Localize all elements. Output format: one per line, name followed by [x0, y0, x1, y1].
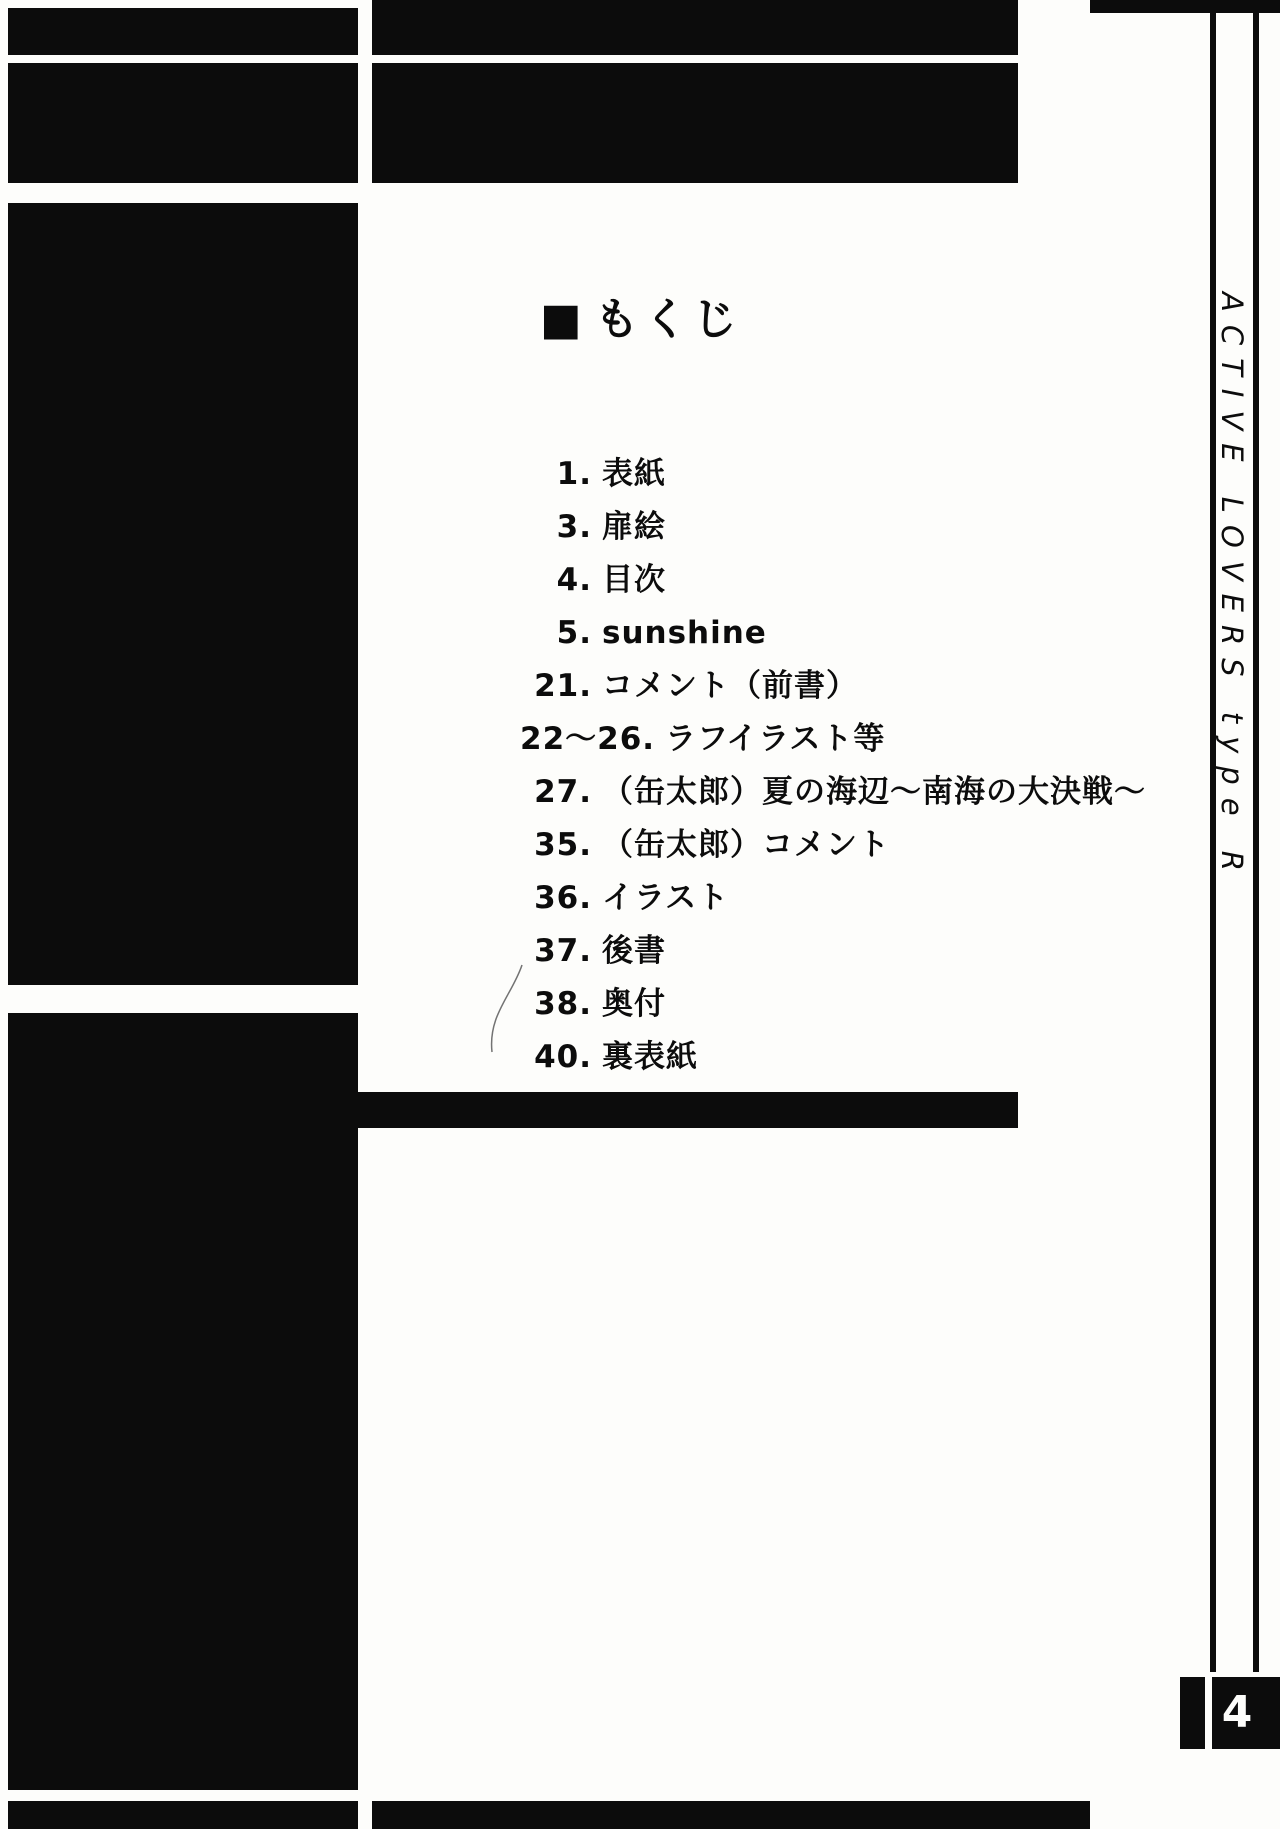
toc-item-label: 表紙 — [602, 456, 666, 492]
bottom-black-bar — [372, 1801, 1090, 1829]
toc-item — [520, 1031, 1146, 1084]
toc-item-number: 40. — [534, 1039, 592, 1075]
toc-item — [520, 766, 1146, 819]
toc-item-label: （缶太郎）夏の海辺～南海の大決戦～ — [602, 774, 1146, 810]
side-title-vertical: ACTIVE LOVERS type R — [1215, 292, 1249, 884]
page-number: 4 — [1221, 1687, 1253, 1738]
toc-item-label: （缶太郎）コメント — [602, 827, 890, 863]
toc-item-number: 21. — [534, 668, 592, 704]
toc-item-number: 1. — [556, 456, 592, 492]
toc-item-number: 37. — [534, 933, 592, 969]
toc-item-number: 22～26. — [520, 721, 656, 757]
toc-item-number: 36. — [534, 880, 592, 916]
vertical-rule-right — [1253, 10, 1259, 1672]
left-black-column-lower — [8, 1013, 358, 1790]
toc-item — [520, 448, 1146, 501]
left-black-column-upper — [8, 203, 358, 985]
top-center-black-block-lower — [372, 63, 1018, 183]
top-left-black-block-upper — [8, 8, 358, 55]
toc-item-label: 裏表紙 — [602, 1039, 698, 1075]
toc-item — [520, 554, 1146, 607]
toc-item-label: コメント（前書） — [602, 668, 858, 704]
page-number-tab — [1180, 1677, 1205, 1749]
toc-item — [520, 872, 1146, 925]
page-title — [540, 283, 742, 347]
square-bullet-icon: ■ — [540, 294, 587, 345]
toc-list — [520, 448, 1146, 1084]
toc-item-number: 35. — [534, 827, 592, 863]
toc-item-number: 4. — [556, 562, 592, 598]
page-number-box — [1212, 1677, 1280, 1749]
top-left-black-block-lower — [8, 63, 358, 183]
toc-item — [520, 607, 1146, 660]
toc-item-label: 後書 — [602, 933, 666, 969]
toc-item-number: 38. — [534, 986, 592, 1022]
left-black-column-foot — [8, 1801, 358, 1829]
toc-item — [520, 978, 1146, 1031]
middle-black-divider-band — [358, 1092, 1018, 1128]
toc-item — [520, 819, 1146, 872]
toc-item-label: 目次 — [602, 562, 666, 598]
toc-item-label: sunshine — [602, 615, 767, 651]
toc-item-number: 27. — [534, 774, 592, 810]
toc-item-label: 奥付 — [602, 986, 666, 1022]
toc-item-number: 3. — [556, 509, 592, 545]
toc-item — [520, 713, 1146, 766]
toc-item — [520, 925, 1146, 978]
toc-item-label: 扉絵 — [602, 509, 666, 545]
toc-item — [520, 501, 1146, 554]
toc-item-label: イラスト — [602, 880, 730, 916]
page-title-text: もくじ — [594, 294, 742, 345]
top-right-black-bar — [1090, 0, 1280, 13]
top-center-black-block-upper — [372, 0, 1018, 55]
toc-item-number: 5. — [556, 615, 592, 651]
toc-item-label: ラフイラスト等 — [665, 721, 886, 757]
toc-item — [520, 660, 1146, 713]
